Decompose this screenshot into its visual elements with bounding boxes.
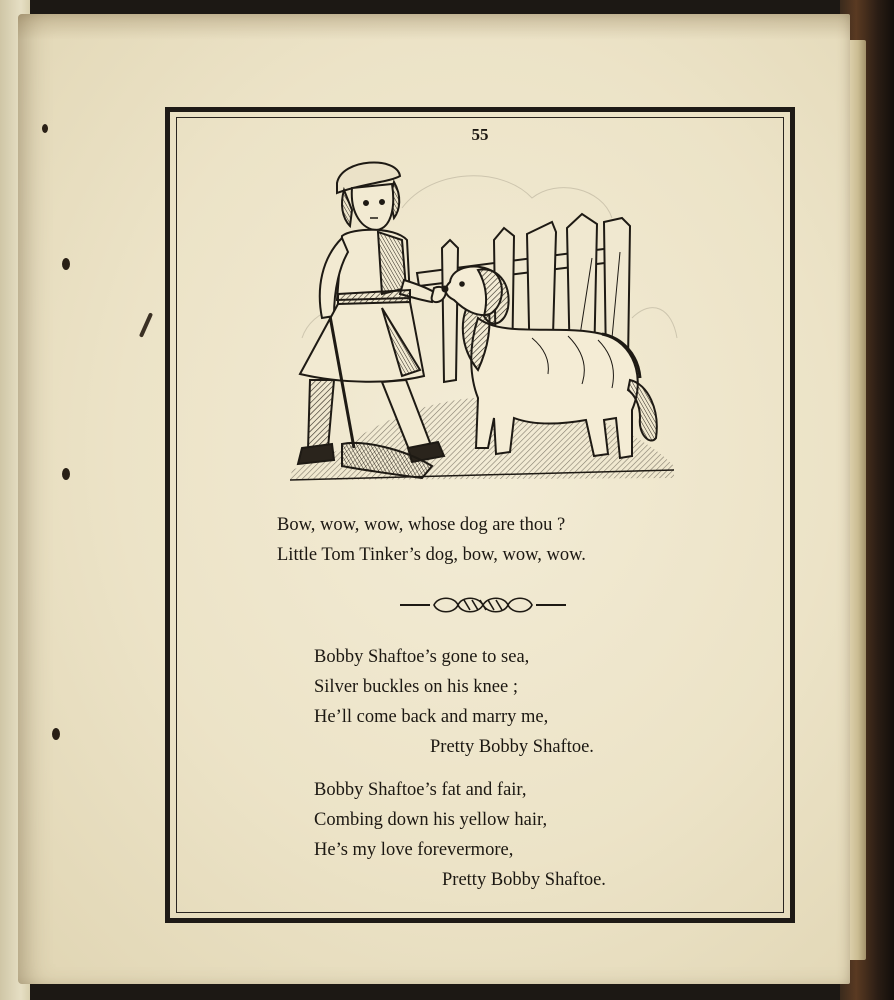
- verse-line: Bobby Shaftoe’s fat and fair,: [314, 780, 527, 800]
- page-number: 55: [471, 125, 489, 144]
- verse-line: Silver buckles on his knee ;: [314, 677, 518, 697]
- binding-hole: [42, 124, 48, 133]
- binding-hole: [62, 468, 70, 480]
- page-shadow: [18, 14, 850, 40]
- verse-line-refrain: Pretty Bobby Shaftoe.: [430, 737, 594, 757]
- verse-line-refrain: Pretty Bobby Shaftoe.: [442, 870, 606, 890]
- binding-hole: [62, 258, 70, 270]
- verse-2: [314, 642, 594, 762]
- verse-line: He’s my love forevermore,: [314, 840, 514, 860]
- verse-3: [314, 775, 606, 895]
- verse-line: Combing down his yellow hair,: [314, 810, 548, 830]
- verse-line: Little Tom Tinker’s dog, bow, wow, wow.: [277, 545, 586, 565]
- ornamental-divider: [398, 592, 568, 618]
- verse-line: Bobby Shaftoe’s gone to sea,: [314, 647, 530, 667]
- binding-hole: [52, 728, 60, 740]
- verse-1: [277, 510, 586, 570]
- verse-line: He’ll come back and marry me,: [314, 707, 549, 727]
- engraving-illustration: [282, 148, 682, 493]
- verse-line: Bow, wow, wow, whose dog are thou ?: [277, 515, 566, 535]
